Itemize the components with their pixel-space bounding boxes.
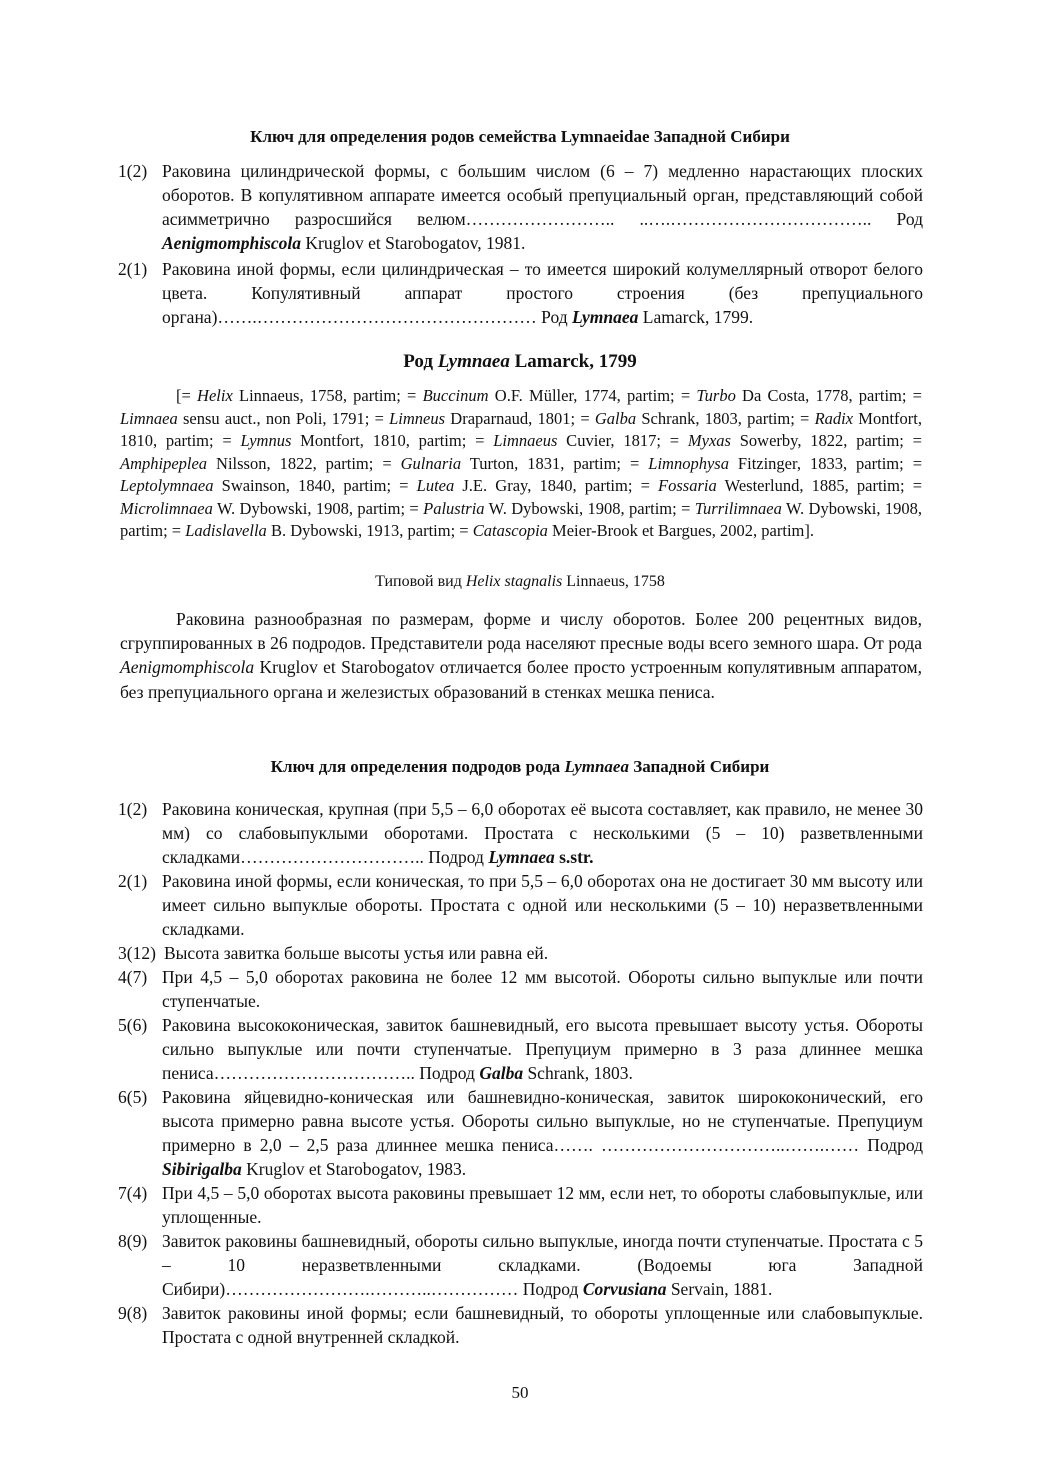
synonym-genus-name: Microlimnaea [120, 498, 213, 518]
synonym-genus-name: Catascopia [472, 521, 548, 540]
couplet-text: Раковина коническая, крупная (при 5,5 – 6,0 оборотах её высота составляет, как правило, не менее 30 мм) со слабовыпуклыми оборотами. Простата с несколькими (5 – 10) разветвленными складками………………………….. Подрод Lymnaea s.str. [162, 799, 923, 867]
couplet-text: Высота завитка больше высоты устья или равна ей. [164, 943, 549, 963]
taxon-name: Aenigmomphiscola [120, 657, 255, 678]
synonym-genus-name: Buccinum [422, 386, 489, 405]
synonym-genus-name: Fossaria [658, 476, 717, 495]
synonym-genus-name: Lymnus [240, 431, 292, 450]
synonym-genus-name: Turrilimnaea [694, 498, 782, 518]
key1-item-1 [118, 159, 923, 255]
key2-item-1 [118, 797, 923, 869]
heading-genus: Род Lymnaea Lamarck, 1799 [403, 351, 637, 372]
key2-item-3 [118, 941, 923, 965]
couplet-text: Раковина цилиндрической формы, с большим числом (6 – 7) медленно нарастающих плоских оборотов. В копулятивном аппарате имеется особый препуциальный орган, представляющий собой асимметрично разросшийся велюм…………………….. ..….…………………………….. Род Aenigmomphiscola Kruglov et Starobogatov, 1981. [162, 161, 923, 253]
couplet-text: Завиток раковины башневидный, обороты сильно выпуклые, иногда почти ступенчатые. Простата с 5 – 10 неразветвленными складками. (Водоемы юга Западной Сибири)…………………….………..…………… Подрод Corvusiana Servain, 1881. [162, 1231, 923, 1299]
heading-family-key: Ключ для определения родов семейства Lymnaeidae Западной Сибири [250, 127, 790, 146]
taxon-name: Lymnaea [488, 847, 555, 867]
heading-subgenus-key: Ключ для определения подродов рода Lymnaea Западной Сибири [270, 757, 770, 776]
synonym-genus-name: Galba [594, 408, 637, 428]
couplet-number: 5(6) [118, 1015, 148, 1035]
key2-item-9 [118, 1301, 923, 1349]
taxon-name: Lymnaea [571, 307, 639, 327]
synonym-genus-name: Gulnaria [400, 453, 462, 473]
key2-item-8 [118, 1229, 923, 1301]
synonym-genus-name: Limnaeus [493, 431, 558, 450]
couplet-text: Раковина иной формы, если коническая, то при 5,5 – 6,0 оборотах она не достигает 30 мм высоту или имеет сильно выпуклые обороты. Простата с одной или несколькими (5 – 10) неразветвленными складками. [162, 871, 923, 939]
synonym-genus-name: Myxas [687, 431, 731, 450]
couplet-number: 1(2) [118, 799, 148, 819]
couplet-number: 3(12) [118, 943, 156, 963]
key2-item-2 [118, 869, 923, 941]
couplet-number: 9(8) [118, 1303, 148, 1323]
synonym-genus-name: Leptolymnaea [120, 476, 214, 495]
synonym-genus-name: Radix [814, 408, 854, 428]
taxon-name: Galba [479, 1063, 524, 1083]
couplet-number: 8(9) [118, 1231, 148, 1251]
synonym-genus-name: Limnophysa [648, 453, 729, 473]
couplet-number: 6(5) [118, 1087, 148, 1107]
synonym-genus-name: Lutea [416, 476, 455, 495]
synonym-genus-name: Amphipeplea [120, 453, 208, 473]
page-number: 50 [511, 1383, 529, 1402]
couplet-number: 2(1) [118, 259, 148, 279]
couplet-number: 7(4) [118, 1183, 148, 1203]
couplet-text: При 4,5 – 5,0 оборотах высота раковины превышает 12 мм, если нет, то обороты слабовыпуклые, или уплощенные. [162, 1183, 923, 1227]
synonym-genus-name: Limnaea [120, 408, 178, 428]
key2-item-7 [118, 1181, 923, 1229]
couplet-number: 1(2) [118, 161, 148, 181]
couplet-text: При 4,5 – 5,0 оборотах раковина не более 12 мм высотой. Обороты сильно выпуклые или почти ступенчатые. [162, 967, 923, 1011]
couplet-number: 4(7) [118, 967, 148, 987]
taxon-name: Sibirigalba [162, 1159, 242, 1179]
taxon-name: Lymnaea [564, 757, 629, 776]
couplet-text: Раковина яйцевидно-коническая или башневидно-коническая, завиток ширококонический, его высота примерно равна высоте устья. Обороты сильно выпуклые, но не ступенчатые. Препуциум примерно в 2,0 – 2,5 раза длиннее мешка пениса……. …………………………..…….…… Подрод Sibirigalba Kruglov et Starobogatov, 1983. [162, 1087, 923, 1179]
synonym-genus-name: Turbo [696, 386, 736, 405]
couplet-text: Раковина иной формы, если цилиндрическая – то имеется широкий колумеллярный отворот белого цвета. Копулятивный аппарат простого строения (без препуциального органа)…….………………………………………… Род Lymnaea Lamarck, 1799. [162, 259, 923, 327]
key1-item-2 [118, 257, 923, 329]
taxon-name: Helix stagnalis [465, 573, 563, 590]
key2-item-4 [118, 965, 923, 1013]
synonym-genus-name: Helix [197, 386, 233, 405]
taxon-name: Corvusiana [582, 1279, 667, 1299]
genus-description: Раковина разнообразная по размерам, форме и числу оборотов. Более 200 рецентных видов, сгруппированных в 26 подродов. Представители рода населяют пресные воды всего земного шара. От рода Aenigmomphiscola Kruglov et Starobogatov отличается более просто устроенным копулятивным аппаратом, без препуциального органа и железистых образований в стенках мешка пениса. [120, 609, 922, 702]
synonym-genus-name: Palustria [423, 498, 485, 518]
synonym-genus-name: Ladislavella [185, 521, 267, 540]
key2-item-6 [118, 1085, 923, 1181]
couplet-text: Раковина высококоническая, завиток башневидный, его высота превышает высоту устья. Обороты сильно выпуклые или почти ступенчатые. Препуциум примерно в 3 раза длиннее мешка пениса…………………………….. Подрод Galba Schrank, 1803. [162, 1015, 923, 1083]
taxon-name: Lymnaea [437, 351, 510, 372]
couplet-number: 2(1) [118, 871, 148, 891]
taxon-name: Aenigmomphiscola [162, 233, 302, 253]
synonym-genus-name: Limneus [389, 408, 446, 428]
key2-item-5 [118, 1013, 923, 1085]
type-species: Типовой вид Helix stagnalis Linnaeus, 1758 [375, 573, 665, 590]
synonymy-list: [= Helix Linnaeus, 1758, partim; = Buccinum O.F. Müller, 1774, partim; = Turbo Da Costa, 1778, partim; = Limnaea sensu auct., non Poli, 1791; = Limneus Draparnaud, 1801; = Galba Schrank, 1803, partim; = Radix Montfort, 1810, partim; = Lymnus Montfort, 1810, partim; = Limnaeus Cuvier, 1817; = Myxas Sowerby, 1822, partim; = Amphipeplea Nilsson, 1822, partim; = Gulnaria Turton, 1831, partim; = Limnophysa Fitzinger, 1833, partim; = Leptolymnaea Swainson, 1840, partim; = Lutea J.E. Gray, 1840, partim; = Fossaria Westerlund, 1885, partim; = Microlimnaea W. Dybowski, 1908, partim; = Palustria W. Dybowski, 1908, partim; = Turrilimnaea W. Dybowski, 1908, partim; = Ladislavella B. Dybowski, 1913, partim; = Catascopia Meier-Brook et Bargues, 2002, partim]. [120, 386, 923, 540]
couplet-text: Завиток раковины иной формы; если башневидный, то обороты уплощенные или слабовыпуклые. Простата с одной внутренней складкой. [162, 1303, 923, 1347]
